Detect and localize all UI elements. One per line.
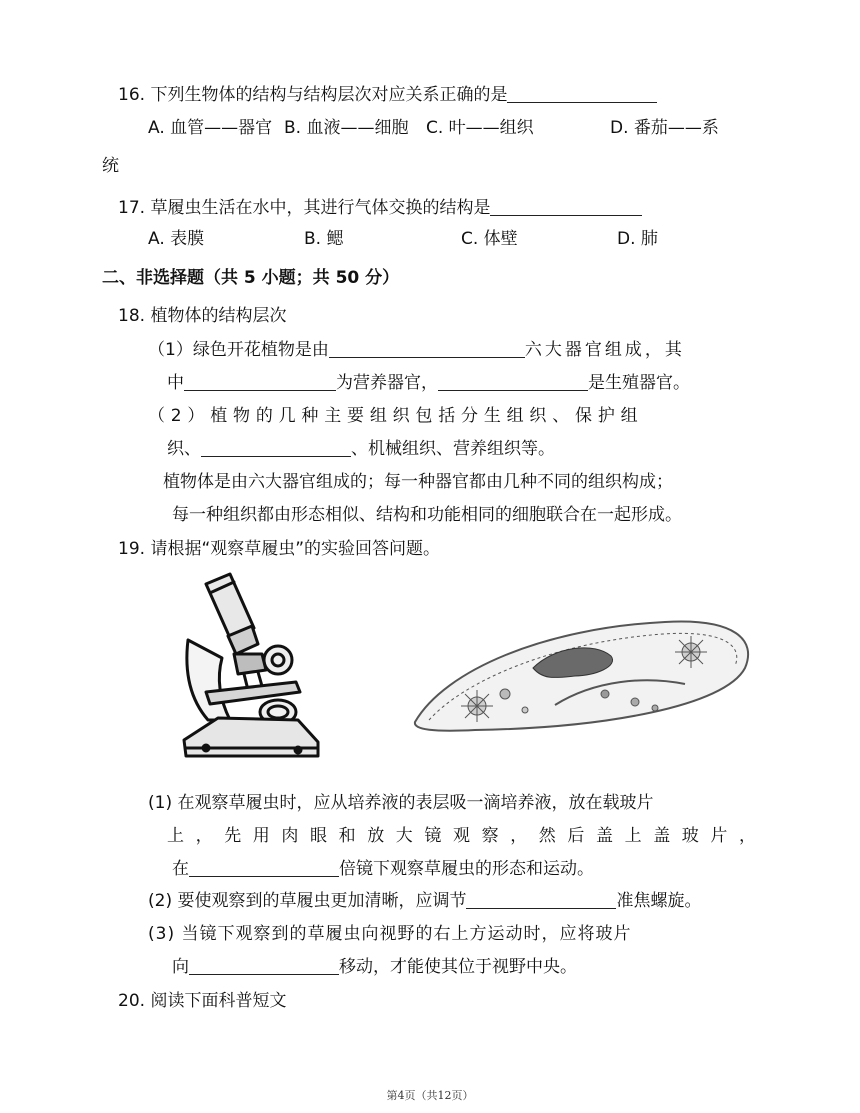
q17-option-b: B. 鳃 [304, 229, 344, 249]
q19-focus-knob-blank[interactable] [466, 890, 616, 909]
q18-p2-text-b: 织、 [167, 439, 201, 459]
q19-part3-line2 [172, 956, 577, 978]
q18-reproductive-organs-blank[interactable] [438, 372, 588, 391]
q16-answer-blank[interactable] [507, 84, 657, 103]
q18-title: 18. 植物体的结构层次 [118, 306, 287, 326]
q18-p1-text-b: 六大器官组成，其 [524, 340, 685, 360]
q18-part2-line2 [167, 438, 555, 460]
q18-vegetative-organs-blank[interactable] [184, 372, 336, 391]
q19-p1-text-d: 倍镜下观察草履虫的形态和运动。 [339, 859, 594, 879]
q19-part3-line1: (3) 当镜下观察到的草履虫向视野的右上方运动时，应将玻片 [148, 924, 632, 944]
q18-part1-line1 [148, 339, 685, 361]
page-footer: 第4页（共12页） [386, 1089, 474, 1102]
q17-stem-text: 17. 草履虫生活在水中，其进行气体交换的结构是 [118, 198, 491, 218]
q16-stem [118, 84, 657, 106]
q17-option-c: C. 体壁 [461, 229, 518, 249]
q18-tissue-blank[interactable] [201, 438, 351, 457]
q19-title: 19. 请根据“观察草履虫”的实验回答问题。 [118, 539, 441, 559]
q19-direction-blank[interactable] [189, 956, 339, 975]
q19-magnification-blank[interactable] [189, 858, 339, 877]
q16-option-b: B. 血液——细胞 [284, 118, 409, 138]
q19-p2-text-b: 准焦螺旋。 [616, 891, 702, 911]
q19-part1-line3 [172, 858, 594, 880]
q18-organs-blank[interactable] [329, 339, 525, 358]
q19-p1-text-c: 在 [172, 859, 189, 879]
q19-part1-line2: 上，先用肉眼和放大镜观察，然后盖上盖玻片， [167, 826, 768, 846]
paramecium-image [405, 610, 765, 735]
section-heading: 二、非选择题（共 5 小题；共 50 分） [102, 268, 400, 288]
q18-part2-line1: （2）植物的几种主要组织包括分生组织、保护组 [148, 406, 644, 426]
q18-part1-line2 [167, 372, 690, 394]
q16-option-a: A. 血管——器官 [148, 118, 273, 138]
q17-option-d: D. 肺 [617, 229, 658, 249]
q17-option-a: A. 表膜 [148, 229, 205, 249]
q20-title: 20. 阅读下面科普短文 [118, 991, 287, 1011]
q16-option-c: C. 叶——组织 [426, 118, 534, 138]
q19-part2 [148, 890, 701, 912]
q18-p2-text-c: 、机械组织、营养组织等。 [351, 439, 555, 459]
q18-p1-text-e: 是生殖器官。 [588, 373, 690, 393]
q19-p3-text-c: 移动，才能使其位于视野中央。 [339, 957, 577, 977]
q19-part1-line1: (1) 在观察草履虫时，应从培养液的表层吸一滴培养液，放在载玻片 [148, 793, 654, 813]
q16-option-d-wrap: 统 [102, 156, 119, 176]
q18-note-line1: 植物体是由六大器官组成的；每一种器官都由几种不同的组织构成； [163, 472, 673, 492]
q18-p1-text-d: 为营养器官， [336, 373, 438, 393]
q19-p3-text-b: 向 [172, 957, 189, 977]
q18-p1-text-c: 中 [167, 373, 184, 393]
q17-answer-blank[interactable] [490, 197, 642, 216]
q17-stem [118, 197, 642, 219]
q16-stem-text: 16. 下列生物体的结构与结构层次对应关系正确的是 [118, 85, 508, 105]
q18-p1-text-a: （1）绿色开花植物是由 [148, 340, 329, 360]
microscope-image [178, 570, 328, 765]
q18-note-line2: 每一种组织都由形态相似、结构和功能相同的细胞联合在一起形成。 [172, 505, 682, 525]
q16-option-d: D. 番茄——系 [610, 118, 719, 138]
q19-p2-text-a: (2) 要使观察到的草履虫更加清晰，应调节 [148, 891, 467, 911]
